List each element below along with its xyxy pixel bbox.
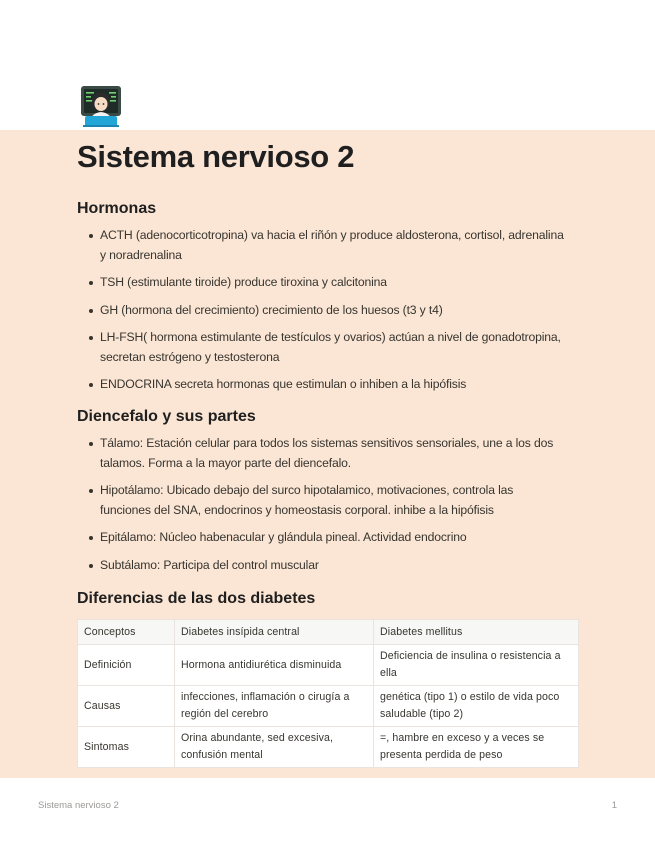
list-item: ENDOCRINA secreta hormonas que estimulan o inhiben a la hipófisis (86, 375, 566, 395)
table-cell: Definición (78, 645, 175, 686)
page-title: Sistema nervioso 2 (77, 139, 355, 174)
list-item: GH (hormona del crecimiento) crecimiento de los huesos (t3 y t4) (86, 301, 566, 321)
table-cell: genética (tipo 1) o estilo de vida poco saludable (tipo 2) (374, 686, 579, 727)
table-cell: Deficiencia de insulina o resistencia a ella (374, 645, 579, 686)
footer-page-number: 1 (611, 800, 617, 811)
list-item: Subtálamo: Participa del control muscular (86, 556, 566, 576)
table-cell: Causas (78, 686, 175, 727)
heading-hormonas: Hormonas (77, 200, 157, 217)
list-item: Epitálamo: Núcleo habenacular y glándula pineal. Actividad endocrino (86, 528, 566, 548)
table-cell: Hormona antidiurética disminuida (175, 645, 374, 686)
table-cell: Sintomas (78, 727, 175, 768)
table-header-row (78, 620, 579, 645)
technologist-emoji-icon (80, 85, 122, 127)
list-item: Hipotálamo: Ubicado debajo del surco hipotalamico, motivaciones, controla las funciones del SNA, endocrinos y homeostasis corporal. inhibe a la hipófisis (86, 481, 566, 520)
list-item: TSH (estimulante tiroide) produce tiroxina y calcitonina (86, 273, 566, 293)
list-item: LH-FSH( hormona estimulante de testículos y ovarios) actúan a nivel de gonadotropina, secretan estrógeno y testosterona (86, 328, 566, 367)
heading-diabetes: Diferencias de las dos diabetes (77, 590, 316, 607)
list-item: Tálamo: Estación celular para todos los sistemas sensitivos sensoriales, une a los dos talamos. Forma a la mayor parte del diencefalo. (86, 434, 566, 473)
list-item: ACTH (adenocorticotropina) va hacia el riñón y produce aldosterona, cortisol, adrenalina y noradrenalina (86, 226, 566, 265)
table-cell: infecciones, inflamación o cirugía a región del cerebro (175, 686, 374, 727)
table-row (78, 686, 579, 727)
hormonas-list (86, 226, 566, 403)
diencefalo-list (86, 434, 566, 583)
table-row (78, 645, 579, 686)
table-row (78, 727, 579, 768)
table-cell: =, hambre en exceso y a veces se presenta perdida de peso (374, 727, 579, 768)
table-header-cell: Conceptos (78, 620, 175, 645)
table-header-cell: Diabetes mellitus (374, 620, 579, 645)
diabetes-table (77, 619, 579, 768)
table-cell: Orina abundante, sed excesiva, confusión mental (175, 727, 374, 768)
table-header-cell: Diabetes insípida central (175, 620, 374, 645)
heading-diencefalo: Diencefalo y sus partes (77, 408, 256, 425)
footer-title: Sistema nervioso 2 (38, 800, 119, 811)
